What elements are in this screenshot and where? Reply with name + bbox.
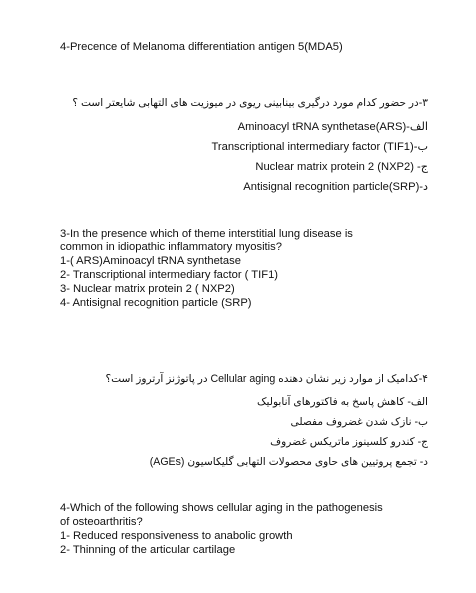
q4-en-question-line-2: of osteoarthritis? xyxy=(60,516,143,528)
q3-en-question-line-1: 3-In the presence which of theme interstitial lung disease is xyxy=(60,228,353,240)
q4-fa-option-1: الف- کاهش پاسخ به فاکتورهای آنابولیک xyxy=(257,396,428,408)
q4-en-option-2: 2- Thinning of the articular cartilage xyxy=(60,544,236,556)
q3-en-option-3: 3- Nuclear matrix protein 2 ( NXP2) xyxy=(60,283,235,295)
q3-en-option-2: 2- Transcriptional intermediary factor ( TIF1) xyxy=(60,269,279,281)
q3-fa-question: ۳-در حضور کدام مورد درگیری بینابینی ریوی در میوزیت های التهابی شایعتر است ؟ xyxy=(72,97,428,109)
q4-fa-option-3: ج- کندرو کلسینوز ماتریکس غضروف xyxy=(270,436,428,448)
q4-fa-option-4: د- تجمع پروتیین های حاوی محصولات التهابی گلیکاسیون (AGEs) xyxy=(149,456,428,468)
q3-en-option-4: 4- Antisignal recognition particle (SRP) xyxy=(60,297,252,309)
q3-en-option-1: 1-( ARS)Aminoacyl tRNA synthetase xyxy=(60,255,241,267)
q3-fa-option-4: د-(SRP)Antisignal recognition particle xyxy=(243,181,428,193)
q4-fa-option-2: ب- نازک شدن غضروف مفصلی xyxy=(290,416,428,428)
q4-en-question-line-1: 4-Which of the following shows cellular aging in the pathogenesis xyxy=(60,502,383,514)
melanoma-antigen-item: 4-Precence of Melanoma differentiation antigen 5(MDA5) xyxy=(60,41,343,53)
q4-fa-question: ۴-کدامیک از موارد زیر نشان دهنده Cellular aging در پاتوژنز آرتروز است؟ xyxy=(105,373,428,385)
q3-fa-option-2: ب-(TIF1) Transcriptional intermediary factor xyxy=(211,141,428,153)
q4-en-option-1: 1- Reduced responsiveness to anabolic growth xyxy=(60,530,293,542)
q3-fa-option-3: ج- (NXP2) Nuclear matrix protein 2 xyxy=(255,161,428,173)
q3-en-question-line-2: common in idiopathic inflammatory myositis? xyxy=(60,241,282,253)
q3-fa-option-1: الف-(ARS)Aminoacyl tRNA synthetase xyxy=(237,121,428,133)
